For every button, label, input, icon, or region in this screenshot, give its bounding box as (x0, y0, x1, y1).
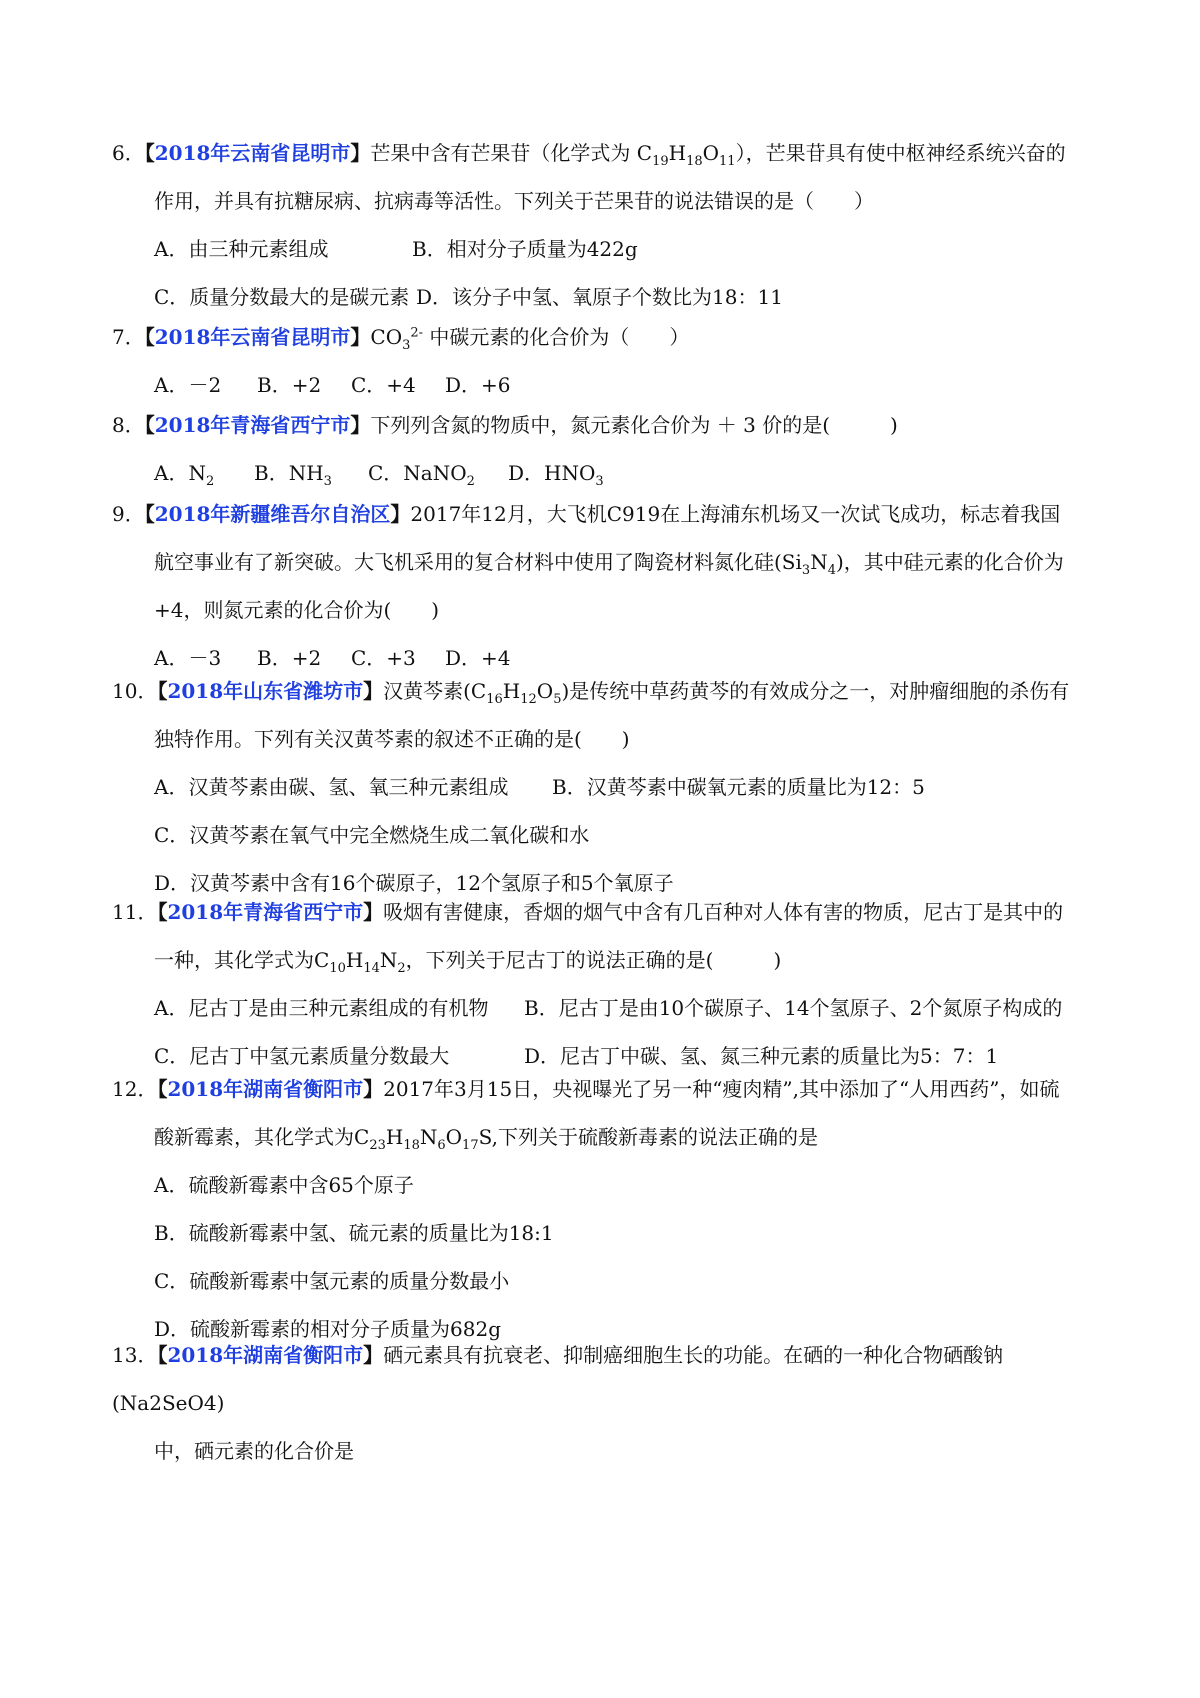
question-7 (112, 313, 1102, 409)
stem-text: )是传统中草药黄芩的有效成分之一，对肿瘤细胞的杀伤有 (561, 679, 1070, 703)
bracket-close: 】 (350, 325, 371, 349)
option-c: C．NaNO (368, 461, 467, 485)
option-c: C．质量分数最大的是碳元素 (154, 285, 410, 309)
question-stem (112, 1065, 1102, 1113)
bracket-open: 【 (144, 325, 155, 349)
question-stem (112, 129, 1102, 177)
formula-text: O (445, 1125, 463, 1149)
stem-text: 独特作用。下列有关汉黄芩素的叙述不正确的是( ) (154, 727, 630, 751)
bracket-open: 【 (157, 1077, 168, 1101)
option-d: D．+6 (445, 373, 511, 397)
option-a: A．－2 (154, 373, 222, 397)
option-d: D．汉黄芩素中含有16个碳原子，12个氢原子和5个氧原子 (154, 871, 674, 895)
question-10 (112, 667, 1102, 907)
bracket-close: 】 (363, 679, 384, 703)
stem-line (112, 1113, 1102, 1161)
option-b: B．NH (254, 461, 324, 485)
formula-text: N (379, 948, 398, 972)
question-number: 12． (112, 1077, 158, 1101)
question-number: 8． (112, 413, 145, 437)
formula-text: H (502, 679, 521, 703)
bracket-open: 【 (144, 502, 155, 526)
formula-subscript: 18 (403, 1138, 420, 1153)
stem-text: 下列列含氮的物质中，氮元素化合价为 ＋ 3 价的是( ) (370, 413, 898, 437)
formula-text: N (419, 1125, 438, 1149)
question-number: 11． (112, 900, 158, 924)
option-b: B．尼古丁是由10个碳原子、14个氢原子、2个氮原子构成的 (524, 996, 1063, 1020)
option-a: A．N (154, 461, 206, 485)
stem-text: )，其中硅元素的化合价为 (835, 550, 1064, 574)
question-stem (112, 1331, 1102, 1427)
stem-text: ，下列关于尼古丁的说法正确的是( ) (405, 948, 782, 972)
stem-text: 芒果中含有芒果苷（化学式为 C (370, 141, 653, 165)
formula-subscript: 19 (652, 154, 669, 169)
bracket-close: 】 (363, 1343, 384, 1367)
question-source: 2018年新疆维吾尔自治区 (154, 502, 391, 526)
question-12 (112, 1065, 1102, 1353)
stem-text: 酸新霉素，其化学式为C (154, 1125, 370, 1149)
option-d: D．尼古丁中碳、氢、氮三种元素的质量比为5：7：1 (524, 1044, 999, 1068)
bracket-close: 】 (363, 1077, 384, 1101)
formula-subscript: 2 (397, 961, 406, 976)
formula-subscript: 2 (466, 474, 475, 489)
question-stem (112, 313, 1102, 361)
options-row (112, 984, 1102, 1032)
formula-subscript: 12 (520, 692, 537, 707)
question-number: 7． (112, 325, 145, 349)
formula-subscript: 14 (363, 961, 380, 976)
question-stem (112, 888, 1102, 936)
question-number: 6． (112, 141, 145, 165)
option-d: D．硫酸新霉素的相对分子质量为682g (154, 1317, 502, 1341)
option-c: C．+3 (351, 646, 416, 670)
stem-text: 作用，并具有抗糖尿病、抗病毒等活性。下列关于芒果苷的说法错误的是（ ） (154, 189, 874, 213)
stem-text: 一种，其化学式为C (154, 948, 330, 972)
formula-subscript: 10 (329, 961, 346, 976)
option-b: B．+2 (257, 646, 322, 670)
formula-subscript: 3 (402, 338, 411, 353)
formula-subscript: 16 (486, 692, 503, 707)
option-c: C．尼古丁中氢元素质量分数最大 (154, 1044, 450, 1068)
option-a: A．由三种元素组成 (154, 237, 329, 261)
option-b: B．+2 (257, 373, 322, 397)
formula-superscript: 2- (410, 325, 424, 341)
question-13 (112, 1331, 1102, 1475)
question-number: 9． (112, 502, 145, 526)
question-source: 2018年青海省西宁市 (167, 900, 364, 924)
formula-subscript: 3 (801, 563, 811, 578)
question-11 (112, 888, 1102, 1080)
stem-text: 航空事业有了新突破。大飞机采用的复合材料中使用了陶瓷材料氮化硅(Si (154, 550, 802, 574)
formula-subscript: 3 (323, 474, 332, 489)
question-6 (112, 129, 1102, 321)
option-d: D．该分子中氢、氧原子个数比为18：11 (416, 285, 783, 309)
formula-text: H (345, 948, 364, 972)
stem-text: 硒元素具有抗衰老、抑制癌细胞生长的功能。在硒的一种化合物硒酸钠(Na2SeO4) (112, 1343, 1004, 1415)
options-row (112, 225, 1102, 273)
option-a: A．硫酸新霉素中含65个原子 (154, 1173, 414, 1197)
bracket-close: 】 (390, 502, 411, 526)
stem-line (112, 538, 1102, 586)
option-c: C．+4 (351, 373, 416, 397)
stem-text: 吸烟有害健康，香烟的烟气中含有几百种对人体有害的物质，尼古丁是其中的 (383, 900, 1064, 924)
question-stem (112, 667, 1102, 715)
option-a: A．－3 (154, 646, 222, 670)
stem-text: 2017年3月15日，央视曝光了另一种“瘦肉精”,其中添加了“人用西药”，如硫 (383, 1077, 1060, 1101)
question-number: 13． (112, 1343, 158, 1367)
stem-text: 中，硒元素的化合价是 (154, 1439, 354, 1463)
option-a: A．汉黄芩素由碳、氢、氧三种元素组成 (154, 775, 509, 799)
option-b: B．硫酸新霉素中氢、硫元素的质量比为18:1 (154, 1221, 554, 1245)
formula-text: H (385, 1125, 404, 1149)
option-c: C．硫酸新霉素中氢元素的质量分数最小 (154, 1269, 510, 1293)
bracket-open: 【 (157, 1343, 168, 1367)
question-number: 10． (112, 679, 158, 703)
option-c: C．汉黄芩素在氧气中完全燃烧生成二氧化碳和水 (154, 823, 590, 847)
option-d: D．+4 (445, 646, 511, 670)
formula-subscript: 23 (369, 1138, 386, 1153)
stem-line (112, 936, 1102, 984)
option-a: A．尼古丁是由三种元素组成的有机物 (154, 996, 489, 1020)
formula-subscript: 17 (462, 1138, 479, 1153)
question-source: 2018年云南省昆明市 (154, 325, 351, 349)
formula-subscript: 5 (553, 692, 562, 707)
bracket-open: 【 (144, 141, 155, 165)
stem-text: 2017年12月，大飞机C919在上海浦东机场又一次试飞成功，标志着我国 (410, 502, 1061, 526)
option-b: B．相对分子质量为422g (412, 237, 638, 261)
formula-text: O (536, 679, 554, 703)
stem-text: 中碳元素的化合价为（ ） (423, 325, 690, 349)
bracket-close: 】 (363, 900, 384, 924)
bracket-close: 】 (350, 141, 371, 165)
formula-text: N (810, 550, 828, 574)
question-source: 2018年山东省潍坊市 (167, 679, 364, 703)
question-stem (112, 401, 1102, 449)
bracket-close: 】 (350, 413, 371, 437)
formula-subscript: 2 (205, 474, 215, 489)
formula-subscript: 3 (595, 474, 604, 489)
stem-text: 汉黄芩素(C (383, 679, 487, 703)
stem-text: +4，则氮元素的化合价为( ) (154, 598, 440, 622)
question-source: 2018年云南省昆明市 (154, 141, 351, 165)
bracket-open: 【 (144, 413, 155, 437)
stem-text: ），芒果苷具有使中枢神经系统兴奋的 (735, 141, 1066, 165)
option-b: B．汉黄芩素中碳氧元素的质量比为12：5 (552, 775, 925, 799)
formula-text: O (702, 141, 720, 165)
question-9 (112, 490, 1102, 682)
stem-text: S,下列关于硫酸新毒素的说法正确的是 (478, 1125, 818, 1149)
formula-subscript: 11 (719, 154, 736, 169)
question-source: 2018年湖南省衡阳市 (167, 1343, 364, 1367)
question-stem (112, 490, 1102, 538)
bracket-open: 【 (157, 679, 168, 703)
formula-subscript: 6 (437, 1138, 446, 1153)
question-8 (112, 401, 1102, 497)
options-row (112, 763, 1102, 811)
formula-text: CO (370, 325, 403, 349)
formula-text: H (668, 141, 687, 165)
question-source: 2018年青海省西宁市 (154, 413, 351, 437)
bracket-open: 【 (157, 900, 168, 924)
formula-subscript: 18 (686, 154, 703, 169)
option-d: D．HNO (508, 461, 596, 485)
formula-subscript: 4 (827, 563, 836, 578)
question-source: 2018年湖南省衡阳市 (167, 1077, 364, 1101)
